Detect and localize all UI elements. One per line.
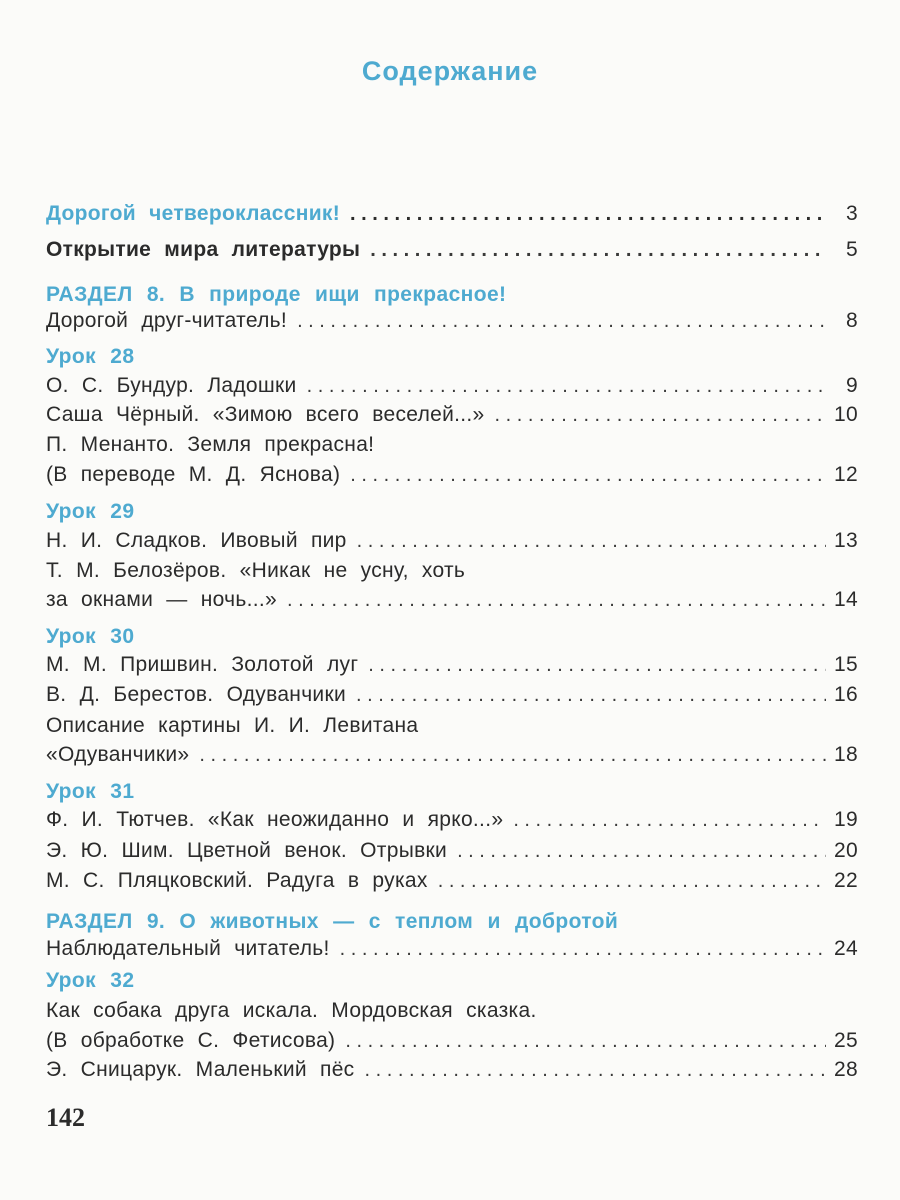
toc-page-number: 16 [834, 683, 858, 706]
toc-entry-section8-intro[interactable] [46, 309, 858, 339]
toc-page-number: 3 [846, 202, 858, 225]
leader-dots [513, 809, 826, 832]
toc-page-number: 20 [834, 839, 858, 862]
toc-entry[interactable] [46, 463, 858, 493]
toc-entry-section9-intro[interactable] [46, 937, 858, 967]
toc-page-number: 19 [834, 808, 858, 831]
toc-entry-intro-greeting[interactable] [46, 202, 858, 232]
toc-page-number: 14 [834, 588, 858, 611]
lesson-29-heading: Урок 29 [46, 500, 135, 523]
toc-entry-label: Саша Чёрный. «Зимою всего веселей...» [46, 403, 485, 426]
leader-dots [345, 1030, 826, 1053]
toc-entry-label: М. С. Пляцковский. Радуга в руках [46, 869, 428, 892]
lesson-30-heading: Урок 30 [46, 625, 135, 648]
leader-dots [199, 744, 826, 767]
toc-page-number: 5 [846, 238, 858, 261]
section-8-heading: РАЗДЕЛ 8. В природе ищи прекрасное! [46, 283, 507, 306]
toc-entry-line1: Описание картины И. И. Левитана [46, 714, 419, 737]
toc-entry[interactable] [46, 839, 858, 869]
toc-page-number: 15 [834, 653, 858, 676]
leader-dots [457, 840, 826, 863]
toc-entry-label: Э. Сницарук. Маленький пёс [46, 1058, 355, 1081]
leader-dots [368, 654, 826, 677]
toc-entry-label: М. М. Пришвин. Золотой луг [46, 653, 359, 676]
toc-entry[interactable] [46, 588, 858, 618]
toc-page-number: 10 [834, 403, 858, 426]
leader-dots [364, 1059, 826, 1082]
toc-entry-line1: Т. М. Белозёров. «Никак не усну, хоть [46, 559, 466, 582]
toc-entry[interactable] [46, 683, 858, 713]
lesson-31-heading: Урок 31 [46, 780, 135, 803]
leader-dots [438, 870, 826, 893]
leader-dots [495, 404, 826, 427]
toc-entry-label: О. С. Бундур. Ладошки [46, 374, 297, 397]
toc-page-number: 22 [834, 869, 858, 892]
toc-entry-label: Открытие мира литературы [46, 238, 361, 261]
page-title: Содержание [361, 56, 539, 86]
leader-dots [356, 684, 826, 707]
page-number: 142 [46, 1103, 85, 1132]
toc-entry[interactable] [46, 529, 858, 559]
toc-entry[interactable] [46, 403, 858, 433]
toc-page-number: 8 [846, 309, 858, 332]
leader-dots [307, 375, 826, 398]
toc-entry-opening[interactable] [46, 238, 858, 268]
toc-entry-label: Э. Ю. Шим. Цветной венок. Отрывки [46, 839, 448, 862]
toc-entry-label: Н. И. Сладков. Ивовый пир [46, 529, 347, 552]
toc-entry-label: Дорогой друг-читатель! [46, 309, 288, 332]
toc-page-number: 24 [834, 937, 858, 960]
leader-dots [370, 239, 826, 262]
toc-entry-label: Наблюдательный читатель! [46, 937, 330, 960]
lesson-32-heading: Урок 32 [46, 969, 135, 992]
toc-entry-line1: Как собака друга искала. Мордовская сказка. [46, 999, 537, 1022]
leader-dots [357, 530, 826, 553]
toc-entry-label: Дорогой четвероклассник! [46, 202, 341, 225]
toc-page-number: 28 [834, 1058, 858, 1081]
toc-page-number: 25 [834, 1029, 858, 1052]
leader-dots [287, 589, 826, 612]
toc-entry-label: за окнами — ночь...» [46, 588, 278, 611]
toc-page-number: 13 [834, 529, 858, 552]
toc-entry[interactable] [46, 808, 858, 838]
leader-dots [350, 464, 826, 487]
toc-entry[interactable] [46, 653, 858, 683]
leader-dots [297, 310, 826, 333]
toc-entry[interactable] [46, 374, 858, 404]
toc-page-number: 18 [834, 743, 858, 766]
toc-entry-label: В. Д. Берестов. Одуванчики [46, 683, 346, 706]
toc-page-number: 9 [846, 374, 858, 397]
leader-dots [340, 938, 826, 961]
toc-entry-label: Ф. И. Тютчев. «Как неожиданно и ярко...» [46, 808, 504, 831]
toc-entry-label: (В переводе М. Д. Яснова) [46, 463, 341, 486]
section-9-heading: РАЗДЕЛ 9. О животных — с теплом и добротой [46, 910, 619, 933]
toc-entry[interactable] [46, 1058, 858, 1088]
leader-dots [350, 203, 826, 226]
toc-entry[interactable] [46, 869, 858, 899]
toc-entry[interactable] [46, 1029, 858, 1059]
toc-entry[interactable] [46, 743, 858, 773]
toc-page-number: 12 [834, 463, 858, 486]
lesson-28-heading: Урок 28 [46, 345, 135, 368]
toc-entry-label: (В обработке С. Фетисова) [46, 1029, 336, 1052]
toc-entry-line1: П. Менанто. Земля прекрасна! [46, 433, 375, 456]
toc-entry-label: «Одуванчики» [46, 743, 190, 766]
